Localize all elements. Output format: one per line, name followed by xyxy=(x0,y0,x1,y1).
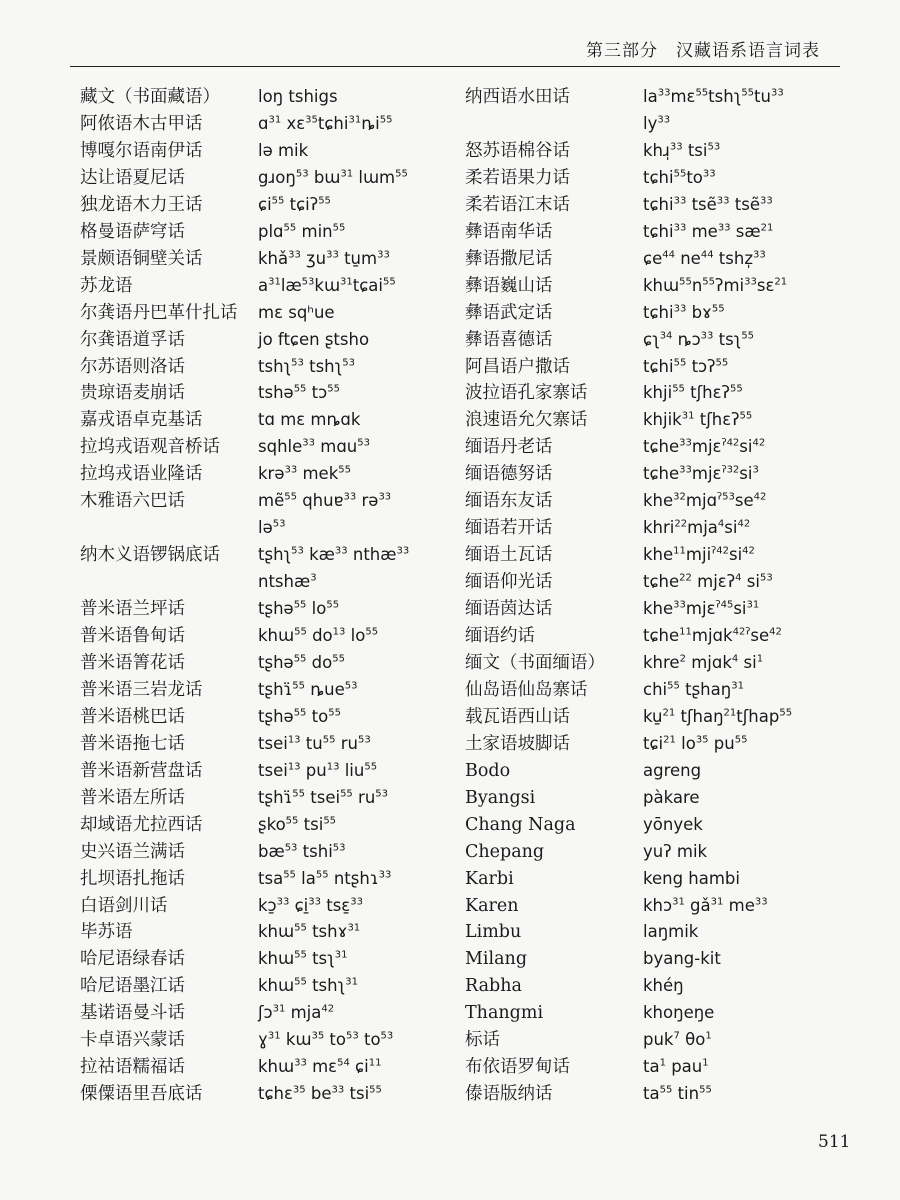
language-name: 缅语德努话 xyxy=(465,464,553,484)
language-name: 独龙语木力王话 xyxy=(80,195,203,215)
word-form: $khri^{22}mja^4si^{42}$ xyxy=(643,518,751,537)
word-form: ɕe$^{44}$ $ne^{44}$ tshz̩$^{33}$ xyxy=(643,249,766,268)
language-name: 嘉戎语卓克基话 xyxy=(80,410,203,430)
language-name: 拉坞戎语观音桥话 xyxy=(80,437,220,457)
word-form: keng hambi xyxy=(643,869,740,888)
language-name: 藏文（书面藏语） xyxy=(80,87,220,107)
word-form: khɯ$^{55}$ $do^{13}$ $lo^{55}$ xyxy=(258,626,379,645)
word-form: byang-kit xyxy=(643,949,721,968)
word-form: $ta^1$ pau$^1$ xyxy=(643,1057,709,1076)
word-form: yuʔ mik xyxy=(643,842,708,861)
language-name: 缅语东友话 xyxy=(465,491,553,511)
word-form: tʂhə$^{55}$ $lo^{55}$ xyxy=(258,599,340,618)
word-form: plɑ$^{55}$ $\min^{55}$ xyxy=(258,222,346,241)
language-name: 普米语鲁甸话 xyxy=(80,626,185,646)
language-name: 浪速语允欠寨话 xyxy=(465,410,588,430)
language-name: 白语剑川话 xyxy=(80,896,168,916)
word-form: khɔ$^{31}$ $gǎ^{31}$ $me^{33}$ xyxy=(643,896,768,915)
word-form: $tɕhe^{11}mjɑk^{42ʔ}se^{42}$ xyxy=(643,626,782,645)
word-form: $khe^{11}mji^{ʔ42}si^{42}$ xyxy=(643,545,755,564)
word-form: $a^{31}læ^{53}kɯ^{31}tɕai^{55}$ xyxy=(258,276,396,295)
word-form: $khɯ^{55}n^{55}ʔmi^{33}sɛ^{21}$ xyxy=(643,276,788,295)
language-name: Karbi xyxy=(465,869,514,889)
language-name: 缅语仰光话 xyxy=(465,572,553,592)
language-name: 哈尼语绿春话 xyxy=(80,949,185,969)
word-form: $ly^{33}$ xyxy=(643,114,671,133)
language-name: Thangmi xyxy=(465,1003,544,1023)
word-form: kɔ̱$^{33}$ ɕi̱$^{33}$ tsɛ̱$^{33}$ xyxy=(258,896,363,915)
word-form: tɕhi$^{33}$ tsẽ$^{33}$ tsẽ$^{33}$ xyxy=(643,195,773,214)
word-form: khoŋeŋe xyxy=(643,1003,715,1022)
language-name: 彝语喜德话 xyxy=(465,330,553,350)
word-form: $la^{33}mɛ^{55}tshʅ^{55}tu^{33}$ xyxy=(643,87,784,106)
language-name: 缅文（书面缅语） xyxy=(465,653,605,673)
language-name: 史兴语兰满话 xyxy=(80,842,185,862)
header-title: 第三部分 汉藏语系语言词表 xyxy=(586,41,820,61)
language-name: 博嘎尔语南伊话 xyxy=(80,141,203,161)
language-name: 普米语箐花话 xyxy=(80,653,185,673)
word-form: khɯ$^{55}$ tshʅ$^{31}$ xyxy=(258,976,358,995)
word-form: khéŋ xyxy=(643,976,684,995)
word-form: $bæ^{53}$ tshi$^{53}$ xyxy=(258,842,346,861)
language-name: 毕苏语 xyxy=(80,922,133,942)
language-name: 达让语夏尼话 xyxy=(80,168,185,188)
language-name: Milang xyxy=(465,949,528,969)
language-name: 彝语武定话 xyxy=(465,303,553,323)
language-name: 彝语巍山话 xyxy=(465,276,553,296)
word-form: tʂhɿ̈$^{55}$ ȵue$^{53}$ xyxy=(258,680,358,699)
language-name: 纳木义语锣锅底话 xyxy=(80,545,220,565)
language-name: 阿昌语户撒话 xyxy=(465,357,570,377)
word-form: tɕhe$^{22}$ mjɛʔ$^4$ $si^{53}$ xyxy=(643,572,773,591)
language-name: 拉坞戎语业隆话 xyxy=(80,464,203,484)
language-name: 扎坝语扎拖话 xyxy=(80,869,185,889)
language-name: Chepang xyxy=(465,842,545,862)
word-form: khǎ$^{33}$ ʒu$^{33}$ $tu̱m^{33}$ xyxy=(258,249,390,268)
language-name: 普米语左所话 xyxy=(80,788,185,808)
language-name: 彝语撒尼话 xyxy=(465,249,553,269)
word-form: $ta^{55}$ tin$^{55}$ xyxy=(643,1084,712,1103)
language-name: 阿侬语木古甲话 xyxy=(80,114,203,134)
word-form: gɹoŋ$^{53}$ bɯ$^{31}$ lɯm$^{55}$ xyxy=(258,168,408,187)
language-name: Rabha xyxy=(465,976,522,996)
language-name: 缅语茵达话 xyxy=(465,599,553,619)
language-name: 哈尼语墨江话 xyxy=(80,976,185,996)
language-name: 怒苏语棉谷话 xyxy=(465,141,570,161)
word-form: tsei$^{13}$ $pu^{13}$ liu$^{55}$ xyxy=(258,761,378,780)
word-form: ɑ$^{31}$ $xɛ^{35}tɕhi^{31}ȵi^{55}$ xyxy=(258,114,393,133)
language-name: 波拉语孔家寨话 xyxy=(465,383,588,403)
language-name: 柔若语江末话 xyxy=(465,195,570,215)
language-name: 拉祜语糯福话 xyxy=(80,1057,185,1077)
word-form: $tɕhe^{33}mjɛ^{ʔ32}si^3$ xyxy=(643,464,759,483)
language-name: 基诺语曼斗话 xyxy=(80,1003,185,1023)
language-name: 却域语尤拉西话 xyxy=(80,815,203,835)
language-name: 缅语丹老话 xyxy=(465,437,553,457)
word-form: mɛ sqʰue xyxy=(258,303,335,322)
language-name: 尔龚语丹巴革什扎话 xyxy=(80,303,238,323)
running-header xyxy=(70,30,840,67)
language-name: 景颇语铜壁关话 xyxy=(80,249,203,269)
word-form: ɕi$^{55}$ tɕiʔ$^{55}$ xyxy=(258,195,331,214)
language-name: 仙岛语仙岛寨话 xyxy=(465,680,588,700)
page-number: 511 xyxy=(818,1132,851,1152)
word-form: khɯ$^{55}$ tsʅ$^{31}$ xyxy=(258,949,348,968)
language-name: 格曼语萨穹话 xyxy=(80,222,185,242)
word-form: $khe^{33}mjɛ^{ʔ45}si^{31}$ xyxy=(643,599,760,618)
language-name: 彝语南华话 xyxy=(465,222,553,242)
language-name: 苏龙语 xyxy=(80,276,133,296)
word-form: pàkare xyxy=(643,788,700,807)
word-form: ntshæ$^3$ xyxy=(258,572,317,591)
word-form: mẽ$^{55}$ qhuɐ$^{33}$ rə$^{33}$ xyxy=(258,491,392,510)
word-form: laŋmik xyxy=(643,922,699,941)
language-name: 普米语桃巴话 xyxy=(80,707,185,727)
word-form: tshʅ$^{53}$ tshʅ$^{53}$ xyxy=(258,357,355,376)
language-name: 普米语三岩龙话 xyxy=(80,680,203,700)
language-name: Limbu xyxy=(465,922,522,942)
word-form: khɯ$^{55}$ tshɤ$^{31}$ xyxy=(258,922,361,941)
word-form: tɕhi$^{55}$ tɔʔ$^{55}$ xyxy=(643,357,729,376)
word-form: tʂhə$^{55}$ $do^{55}$ xyxy=(258,653,345,672)
word-form: agreng xyxy=(643,761,702,780)
language-name: 柔若语果力话 xyxy=(465,168,570,188)
language-name: 载瓦语西山话 xyxy=(465,707,570,727)
word-form: lə$^{53}$ xyxy=(258,518,286,537)
word-form: tɕi$^{21}$ $lo^{35}$ $pu^{55}$ xyxy=(643,734,748,753)
word-form: ɣ$^{31}$ kɯ$^{35}$ $to^{53}$ $to^{53}$ xyxy=(258,1030,394,1049)
word-form: khɯ$^{33}$ mɛ$^{54}$ ɕi$^{11}$ xyxy=(258,1057,382,1076)
word-form: tʂhʅ$^{53}$ $kæ^{33}$ nthæ$^{33}$ xyxy=(258,545,410,564)
word-form: tɕhɛ$^{35}$ $be^{33}$ tsi$^{55}$ xyxy=(258,1084,382,1103)
language-name: 缅语土瓦话 xyxy=(465,545,553,565)
word-form: ʃɔ$^{31}$ mja$^{42}$ xyxy=(258,1003,335,1022)
word-form: puk$^7$ $\theta o^1$ xyxy=(643,1030,712,1049)
language-name: 纳西语水田话 xyxy=(465,87,570,107)
word-form: tɕhi$^{33}$ $me^{33}$ $sæ^{21}$ xyxy=(643,222,774,241)
language-name: 普米语拖七话 xyxy=(80,734,185,754)
word-form: krə$^{33}$ mek$^{55}$ xyxy=(258,464,351,483)
language-name: Byangsi xyxy=(465,788,536,808)
word-form: khjik$^{31}$ tʃhɛʔ$^{55}$ xyxy=(643,410,753,429)
language-name: 缅语约话 xyxy=(465,626,535,646)
word-form: ʂko$^{55}$ tsi$^{55}$ xyxy=(258,815,337,834)
language-name: 傣语版纳话 xyxy=(465,1084,553,1104)
language-name: Bodo xyxy=(465,761,511,781)
language-name: 尔龚语道孚话 xyxy=(80,330,185,350)
language-name: 尔苏语则洛话 xyxy=(80,357,185,377)
language-name: 傈僳语里吾底话 xyxy=(80,1084,203,1104)
word-form: jo ftɕen ʂtsho xyxy=(258,330,370,349)
word-form: loŋ tshigs xyxy=(258,87,338,106)
word-form: $tɕhe^{33}mjɛ^{ʔ42}si^{42}$ xyxy=(643,437,766,456)
word-form: tsa$^{55}$ $la^{55}$ ntʂhɿ$^{33}$ xyxy=(258,869,392,888)
word-form: tʂhə$^{55}$ $to^{55}$ xyxy=(258,707,341,726)
word-form: tsei$^{13}$ $tu^{55}$ $ru^{53}$ xyxy=(258,734,371,753)
word-form: chi$^{55}$ tʂhaŋ$^{31}$ xyxy=(643,680,744,699)
word-form: lə mik xyxy=(258,141,309,160)
word-form: tɕhi$^{33}$ bɤ$^{55}$ xyxy=(643,303,725,322)
word-form: sqhle$^{33}$ mɑu$^{53}$ xyxy=(258,437,370,456)
language-name: 普米语新营盘话 xyxy=(80,761,203,781)
word-form: tshə$^{55}$ tɔ$^{55}$ xyxy=(258,383,340,402)
word-form: khre$^2$ mjɑk$^4$ $si^1$ xyxy=(643,653,764,672)
word-form: yōnyek xyxy=(643,815,703,834)
word-form: $tɕhi^{55}to^{33}$ xyxy=(643,168,716,187)
language-name: Chang Naga xyxy=(465,815,576,835)
word-form: $khe^{32}mjɑ^{ʔ53}se^{42}$ xyxy=(643,491,767,510)
language-name: 标话 xyxy=(465,1030,500,1050)
language-name: 贵琼语麦崩话 xyxy=(80,383,185,403)
word-form: tʂhɿ̈$^{55}$ tsei$^{55}$ $ru^{53}$ xyxy=(258,788,389,807)
language-name: 木雅语六巴话 xyxy=(80,491,185,511)
language-name: Karen xyxy=(465,896,519,916)
language-name: 土家语坡脚话 xyxy=(465,734,570,754)
language-name: 卡卓语兴蒙话 xyxy=(80,1030,185,1050)
language-name: 布依语罗甸话 xyxy=(465,1057,570,1077)
word-form: khji$^{55}$ tʃhɛʔ$^{55}$ xyxy=(643,383,743,402)
word-form: khɹ̩$^{33}$ tsi$^{53}$ xyxy=(643,141,721,160)
word-form: tɑ mɛ mȵɑk xyxy=(258,410,361,429)
word-form: ku̱$^{21}$ tʃhaŋ$^{21}$tʃhap$^{55}$ xyxy=(643,707,793,726)
word-form: ɕʅ$^{34}$ ȵɔ$^{33}$ tsʅ$^{55}$ xyxy=(643,330,755,349)
language-name: 普米语兰坪话 xyxy=(80,599,185,619)
language-name: 缅语若开话 xyxy=(465,518,553,538)
